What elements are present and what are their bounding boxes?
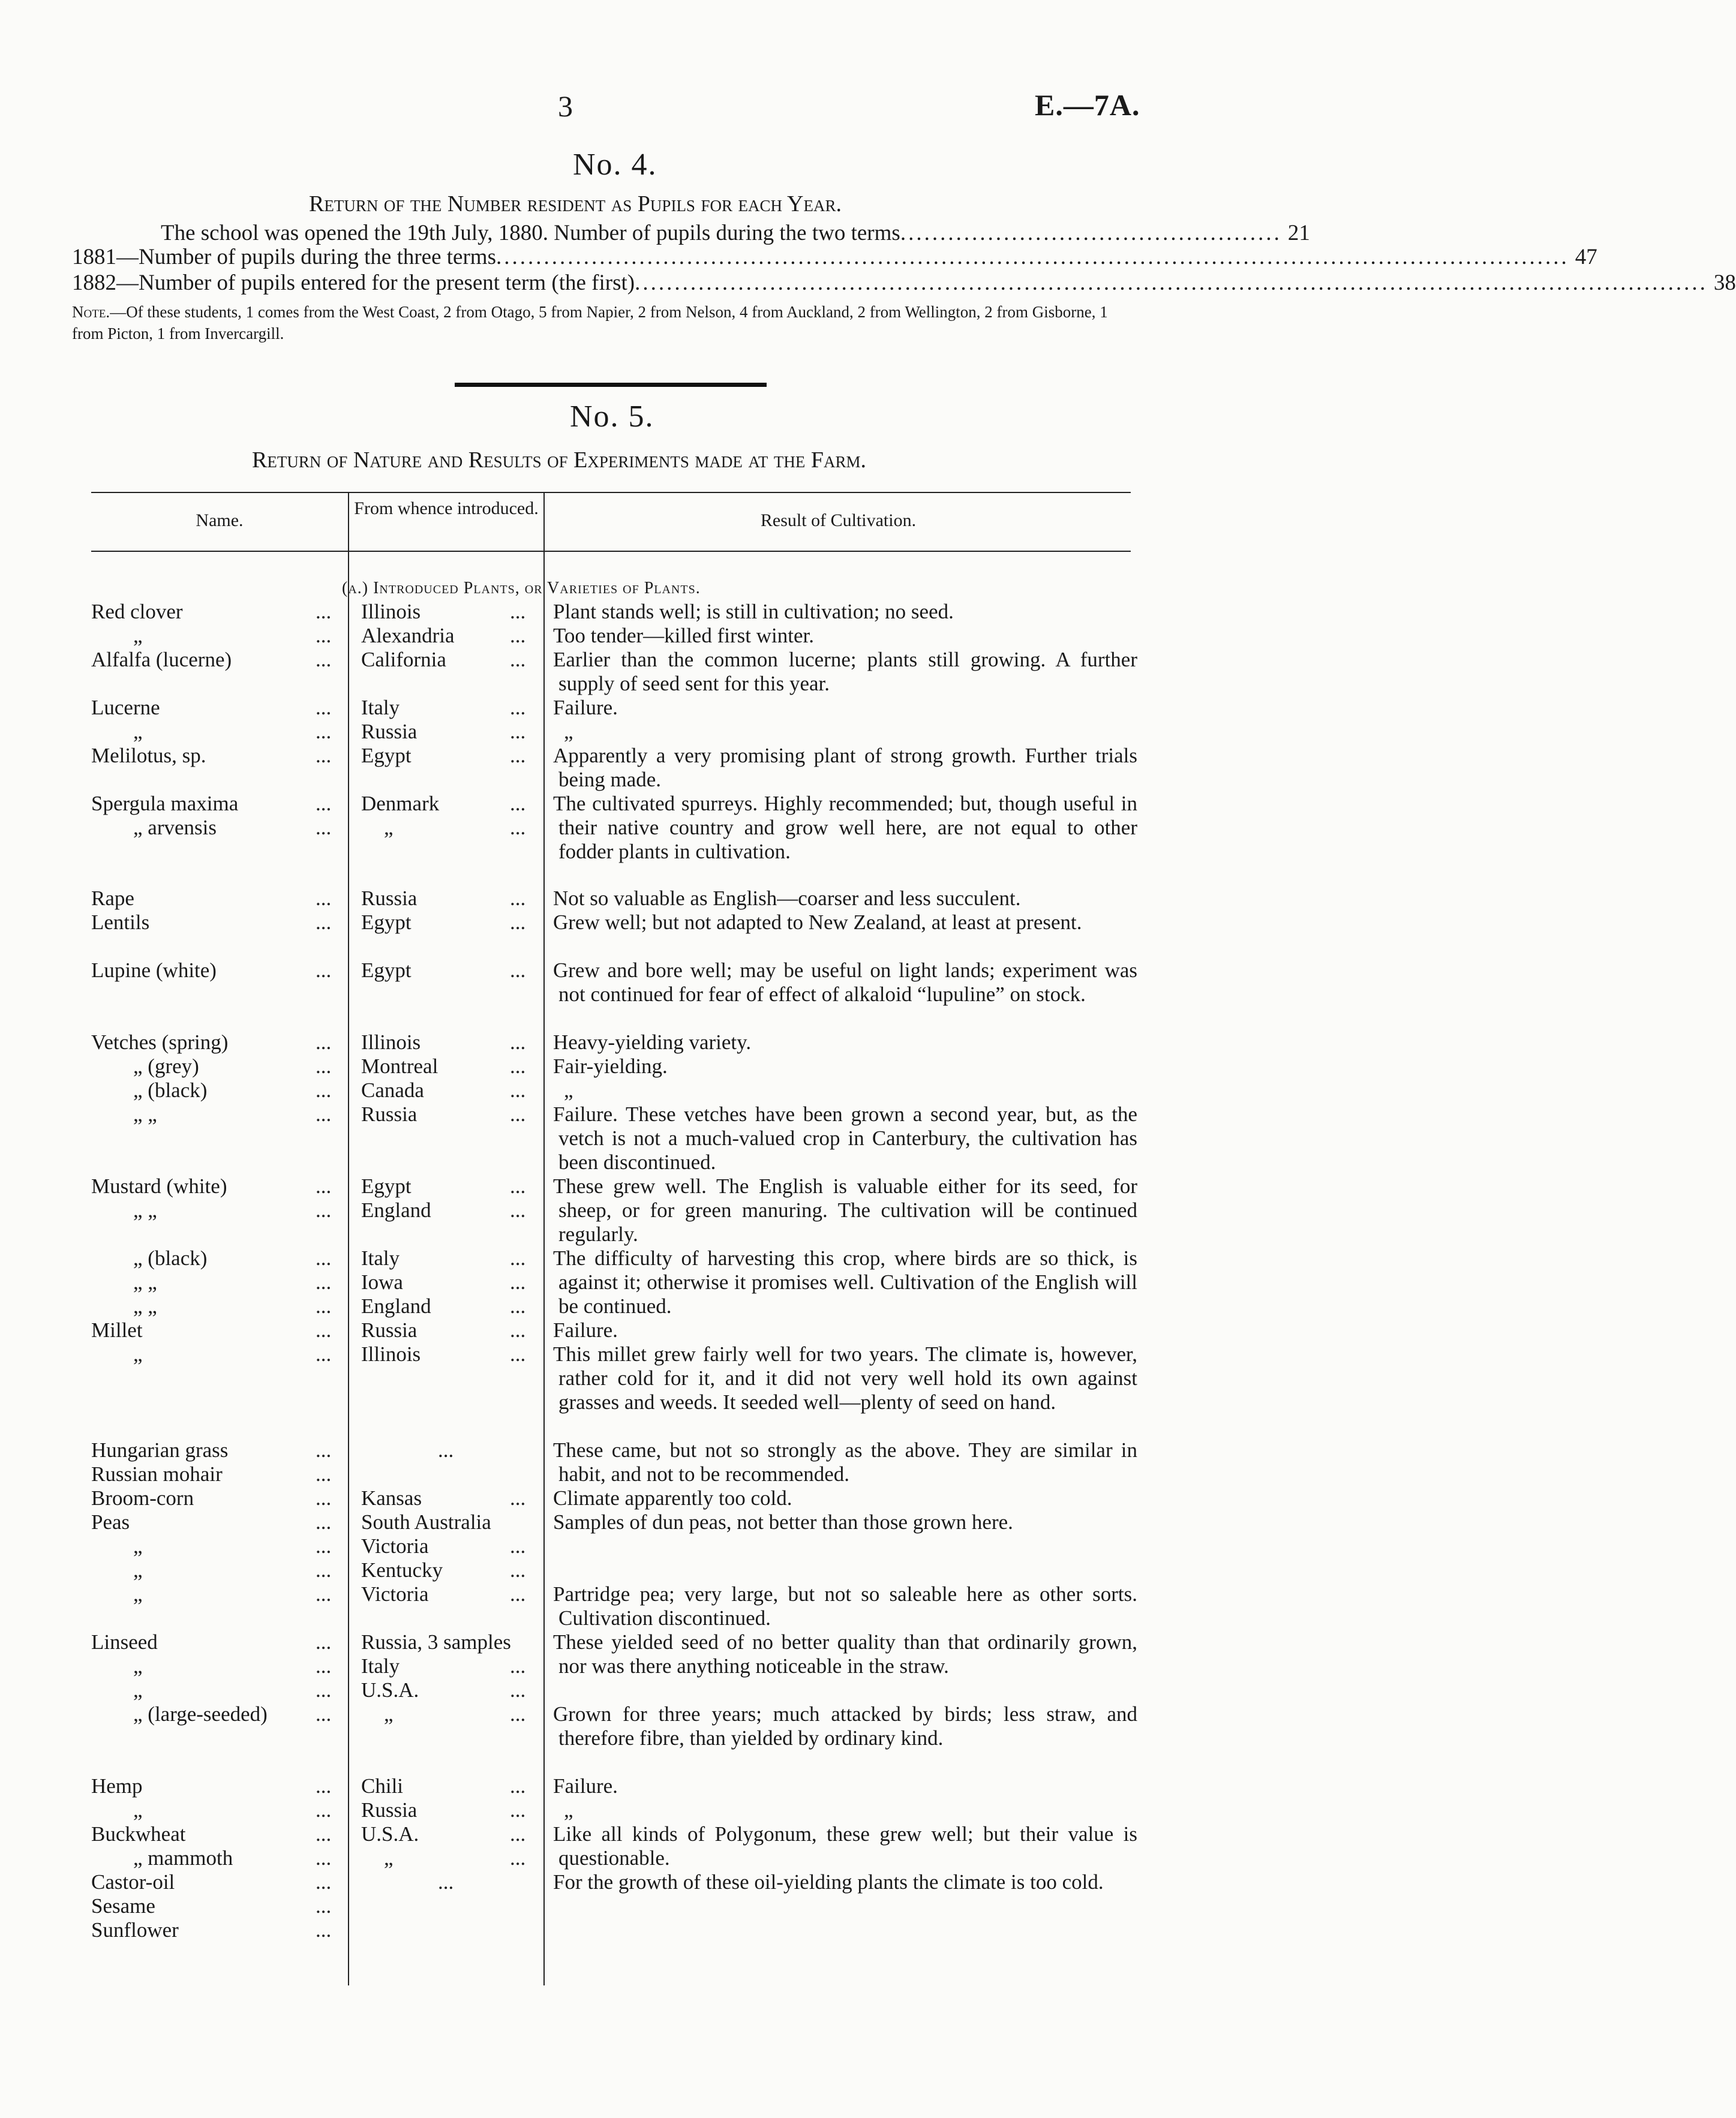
plant-name: Hemp — [91, 1774, 143, 1798]
cultivation-result: Apparently a very promising plant of strong growth. Further trials being made. — [553, 744, 1137, 791]
leader-dots: ... — [510, 1031, 526, 1054]
cultivation-result: This millet grew fairly well for two years. The climate is, however, rather cold for it, and it did not very well hold its own against grasses and weeds. It seeded well—plenty of seed on hand. — [553, 1342, 1137, 1414]
leader-dots: ... — [510, 911, 526, 934]
plant-name: Peas — [91, 1510, 130, 1534]
leader-dots: ... — [316, 1342, 332, 1366]
leader-dots: ... — [510, 1246, 526, 1270]
leader-dots: ... — [510, 744, 526, 767]
origin-place: Italy — [361, 696, 400, 719]
plant-name: „ „ — [133, 1270, 157, 1294]
leader-dots: ... — [316, 1798, 332, 1822]
origin-place: „ — [384, 1846, 394, 1870]
leader-dots: ... — [316, 1294, 332, 1318]
leader-dots: ... — [510, 1055, 526, 1078]
origin-place: Chili — [361, 1774, 404, 1798]
plant-name: „ arvensis — [133, 816, 217, 839]
section-separator-rule — [455, 383, 767, 387]
leader-dots: ... — [510, 887, 526, 910]
origin-place: Alexandria — [361, 624, 455, 647]
plant-name: „ — [133, 1342, 143, 1366]
line-text: 1881—Number of pupils during the three terms — [72, 245, 496, 269]
leader-dots: ... — [316, 1582, 332, 1606]
plant-name: Vetches (spring) — [91, 1031, 229, 1054]
plant-name: „ „ — [133, 1102, 157, 1126]
leader-dots: ... — [510, 1078, 526, 1102]
cultivation-result: Samples of dun peas, not better than those grown here. — [553, 1510, 1013, 1534]
origin-place: Kentucky — [361, 1558, 443, 1582]
leader-dots: ... — [510, 1486, 526, 1510]
section-4-title: Return of the Number resident as Pupils for each Year. — [309, 191, 842, 217]
leader-dots: ... — [316, 1654, 332, 1678]
leader-dots: ... — [316, 648, 332, 671]
origin-place: U.S.A. — [361, 1678, 419, 1702]
origin-place: Egypt — [361, 959, 412, 982]
line-value: 21 — [1287, 221, 1310, 245]
origin-place: Denmark — [361, 792, 440, 815]
origin-place: Egypt — [361, 1174, 412, 1198]
pupils-line-1880: The school was opened the 19th July, 1880. Number of pupils during the two terms ................................................ 21 — [161, 221, 1310, 245]
leader-dots: ... — [510, 1558, 526, 1582]
cultivation-result: Failure. — [553, 696, 618, 719]
section-5-title: Return of Nature and Results of Experiments made at the Farm. — [252, 447, 867, 473]
note-text: —Of these students, 1 comes from the West Coast, 2 from Otago, 5 from Napier, 2 from Nelson, 4 from Auckland, 2 from Wellington, 2 from Gisborne, 1 from Picton, 1 from Invercargill. — [72, 303, 1108, 343]
cultivation-result: Climate apparently too cold. — [553, 1486, 792, 1510]
leader-dots: ... — [510, 1582, 526, 1606]
origin-place: Russia, 3 samples — [361, 1630, 511, 1654]
leader-dots: ... — [316, 1270, 332, 1294]
plant-name: Red clover — [91, 600, 183, 623]
plant-name: Sunflower — [91, 1918, 179, 1942]
cultivation-result: „ — [564, 1078, 573, 1102]
origin-place: South Australia — [361, 1510, 491, 1534]
origin-place: „ — [384, 1702, 394, 1726]
origin-place: Victoria — [361, 1534, 429, 1558]
leader-dots: ... — [510, 720, 526, 743]
leader-dots: ... — [316, 1702, 332, 1726]
plant-name: Lentils — [91, 911, 150, 934]
origin-place: ... — [438, 1870, 454, 1894]
column-header-name: Name. — [196, 510, 244, 530]
plant-name: „ (black) — [133, 1246, 208, 1270]
cultivation-result: Like all kinds of Polygonum, these grew well; but their value is questionable. — [553, 1822, 1137, 1870]
cultivation-result: These came, but not so strongly as the above. They are similar in habit, and not to be recommended. — [553, 1438, 1137, 1486]
plant-name: „ — [133, 1534, 143, 1558]
leader-dots: ... — [316, 1462, 332, 1486]
origin-place: Illinois — [361, 600, 421, 623]
plant-name: Melilotus, sp. — [91, 744, 206, 767]
plant-name: „ „ — [133, 1198, 157, 1222]
leader-dots: ... — [316, 1174, 332, 1198]
leader-dots: ... — [510, 1702, 526, 1726]
table-header-rule — [91, 551, 1131, 552]
leader-dots: ... — [316, 1534, 332, 1558]
plant-name: „ — [133, 1798, 143, 1822]
leader-dots: ... — [510, 1678, 526, 1702]
leader-dots: ... — [510, 959, 526, 982]
plant-name: Spergula maxima — [91, 792, 239, 815]
origin-place: England — [361, 1198, 431, 1222]
pupils-line-1882: 1882—Number of pupils entered for the present term (the first) ....................................................................................................................................... 38 — [72, 271, 1736, 295]
plant-name: „ „ — [133, 1294, 157, 1318]
leader-dots: ... — [510, 1198, 526, 1222]
column-header-from: From whence introduced. — [354, 498, 539, 518]
leader-dots: ... — [316, 1031, 332, 1054]
origin-place: Illinois — [361, 1342, 421, 1366]
leader-dots: ... — [316, 1102, 332, 1126]
leader-dots: ... — [316, 1055, 332, 1078]
origin-place: Russia — [361, 887, 418, 910]
leader-dots: ... — [510, 1774, 526, 1798]
leader-dots: ... — [510, 1534, 526, 1558]
leader-dots: ... — [316, 816, 332, 839]
leader-dots: ... — [316, 1774, 332, 1798]
origin-place: Egypt — [361, 744, 412, 767]
section-4-note — [72, 301, 1137, 344]
plant-name: Sesame — [91, 1894, 155, 1918]
cultivation-result: Failure. — [553, 1318, 618, 1342]
origin-place: Egypt — [361, 911, 412, 934]
leader-dots: ... — [316, 1318, 332, 1342]
plant-name: „ — [133, 1558, 143, 1582]
plant-name: „ mammoth — [133, 1846, 233, 1870]
leader-dots: ... — [316, 1822, 332, 1846]
origin-place: Russia — [361, 1318, 418, 1342]
leader-dots: ... — [510, 1294, 526, 1318]
cultivation-result: Not so valuable as English—coarser and less succulent. — [553, 887, 1021, 910]
leader-dots: ... — [510, 816, 526, 839]
leader-dots: ... — [316, 1630, 332, 1654]
leader-dots: ... — [510, 1270, 526, 1294]
leader-dots: ... — [510, 648, 526, 671]
leader-dots: ... — [510, 1654, 526, 1678]
column-divider-2 — [543, 492, 545, 1985]
column-divider-1 — [348, 492, 349, 1985]
plant-name: Lucerne — [91, 696, 160, 719]
origin-place: Montreal — [361, 1055, 438, 1078]
origin-place: California — [361, 648, 446, 671]
cultivation-result: The difficulty of harvesting this crop, where birds are so thick, is against it; otherwise it promises well. Cultivation of the English will be continued. — [553, 1246, 1137, 1318]
leader-dots: ... — [316, 1894, 332, 1918]
cultivation-result: Partridge pea; very large, but not so saleable here as other sorts. Cultivation discontinued. — [553, 1582, 1137, 1630]
origin-place: ... — [438, 1438, 454, 1462]
plant-name: „ — [133, 1582, 143, 1606]
line-value: 38 — [1713, 271, 1736, 295]
plant-name: „ — [133, 624, 143, 647]
leader-dots: ... — [316, 1918, 332, 1942]
cultivation-result: „ — [564, 1798, 573, 1822]
leader-dots: ... — [510, 1822, 526, 1846]
leader-dots: ... — [316, 911, 332, 934]
plant-name: „ — [133, 1654, 143, 1678]
origin-place: England — [361, 1294, 431, 1318]
leader-dots: ... — [510, 624, 526, 647]
plant-name: Buckwheat — [91, 1822, 186, 1846]
plant-name: Mustard (white) — [91, 1174, 227, 1198]
leader-dots: ... — [316, 744, 332, 767]
cultivation-result: Grew and bore well; may be useful on light lands; experiment was not continued for fear of effect of alkaloid “lupuline” on stock. — [553, 959, 1137, 1006]
leader-dots: ... — [316, 1510, 332, 1534]
cultivation-result: These yielded seed of no better quality than that ordinarily grown, nor was there anything noticeable in the straw. — [553, 1630, 1137, 1678]
origin-place: Kansas — [361, 1486, 422, 1510]
leader-dots: ... — [316, 1486, 332, 1510]
cultivation-result: Plant stands well; is still in cultivation; no seed. — [553, 600, 954, 623]
plant-name: „ — [133, 720, 143, 743]
leader-dots: ... — [510, 1174, 526, 1198]
leader-dots: ... — [316, 1558, 332, 1582]
leader-dots: ... — [316, 624, 332, 647]
note-label: Note. — [72, 303, 110, 321]
cultivation-result: Too tender—killed first winter. — [553, 624, 814, 647]
leader-dots: ... — [316, 696, 332, 719]
origin-place: Illinois — [361, 1031, 421, 1054]
plant-name: Castor-oil — [91, 1870, 175, 1894]
page-number: 3 — [558, 89, 573, 123]
cultivation-result: Failure. — [553, 1774, 618, 1798]
leader-dots: ... — [316, 720, 332, 743]
cultivation-result: Failure. These vetches have been grown a second year, but, as the vetch is not a much-valued crop in Canterbury, the cultivation has been discontinued. — [553, 1102, 1137, 1174]
leader-dots: ... — [510, 1318, 526, 1342]
column-header-result: Result of Cultivation. — [760, 510, 917, 530]
line-text: The school was opened the 19th July, 1880. Number of pupils during the two terms — [161, 221, 900, 245]
plant-name: „ (black) — [133, 1078, 208, 1102]
leader-dots: ... — [316, 792, 332, 815]
plant-name: „ (large-seeded) — [133, 1702, 268, 1726]
cultivation-result: Heavy-yielding variety. — [553, 1031, 752, 1054]
plant-name: Rape — [91, 887, 134, 910]
table-subheading: (a.) Introduced Plants, or Varieties of Plants. — [342, 579, 701, 597]
origin-place: „ — [384, 816, 394, 839]
leader-dots: ... — [510, 1846, 526, 1870]
cultivation-result: „ — [564, 720, 573, 743]
origin-place: Russia — [361, 1798, 418, 1822]
leader-dots: ... — [510, 600, 526, 623]
origin-place: Italy — [361, 1246, 400, 1270]
leader-dots: ... — [316, 959, 332, 982]
origin-place: Russia — [361, 1102, 418, 1126]
leader-dots: ... — [316, 600, 332, 623]
cultivation-result: Fair-yielding. — [553, 1055, 668, 1078]
origin-place: Canada — [361, 1078, 424, 1102]
plant-name: Broom-corn — [91, 1486, 194, 1510]
section-4-heading: No. 4. — [573, 148, 657, 182]
leader-dots: ... — [510, 792, 526, 815]
line-value: 47 — [1575, 245, 1597, 269]
line-text: 1882—Number of pupils entered for the present term (the first) — [72, 271, 635, 295]
table-top-rule — [91, 492, 1131, 493]
leader-dots: ... — [510, 1798, 526, 1822]
leader-dots: ... — [316, 1246, 332, 1270]
leader-dots: ... — [316, 887, 332, 910]
plant-name: „ (grey) — [133, 1055, 199, 1078]
plant-name: Hungarian grass — [91, 1438, 229, 1462]
cultivation-result: For the growth of these oil-yielding plants the climate is too cold. — [553, 1870, 1104, 1894]
origin-place: Iowa — [361, 1270, 403, 1294]
document-reference: E.—7A. — [1035, 88, 1140, 122]
plant-name: Linseed — [91, 1630, 158, 1654]
plant-name: Lupine (white) — [91, 959, 217, 982]
leader-dots: ... — [510, 1102, 526, 1126]
leader-dots: ... — [316, 1870, 332, 1894]
cultivation-result: Grew well; but not adapted to New Zealand, at least at present. — [553, 911, 1082, 934]
origin-place: U.S.A. — [361, 1822, 419, 1846]
cultivation-result: Earlier than the common lucerne; plants still growing. A further supply of seed sent for this year. — [553, 648, 1137, 695]
cultivation-result: Grown for three years; much attacked by birds; less straw, and therefore fibre, than yielded by ordinary kind. — [553, 1702, 1137, 1750]
cultivation-result: The cultivated spurreys. Highly recommended; but, though useful in their native country and grow well here, are not equal to other fodder plants in cultivation. — [553, 792, 1137, 863]
cultivation-result: These grew well. The English is valuable either for its seed, for sheep, or for green manuring. The cultivation will be continued regularly. — [553, 1174, 1137, 1246]
leader-dots: ... — [316, 1846, 332, 1870]
plant-name: „ — [133, 1678, 143, 1702]
plant-name: Alfalfa (lucerne) — [91, 648, 232, 671]
leader-dots: ... — [510, 1342, 526, 1366]
pupils-line-1881: 1881—Number of pupils during the three terms ....................................................................................................................................... 47 — [72, 245, 1597, 269]
section-5-heading: No. 5. — [570, 399, 654, 434]
origin-place: Victoria — [361, 1582, 429, 1606]
origin-place: Italy — [361, 1654, 400, 1678]
leader-dots: ... — [316, 1678, 332, 1702]
plant-name: Millet — [91, 1318, 143, 1342]
plant-name: Russian mohair — [91, 1462, 223, 1486]
leader-dots: ... — [510, 696, 526, 719]
leader-dots: ... — [316, 1078, 332, 1102]
leader-dots: ... — [316, 1438, 332, 1462]
origin-place: Russia — [361, 720, 418, 743]
leader-dots: ... — [316, 1198, 332, 1222]
